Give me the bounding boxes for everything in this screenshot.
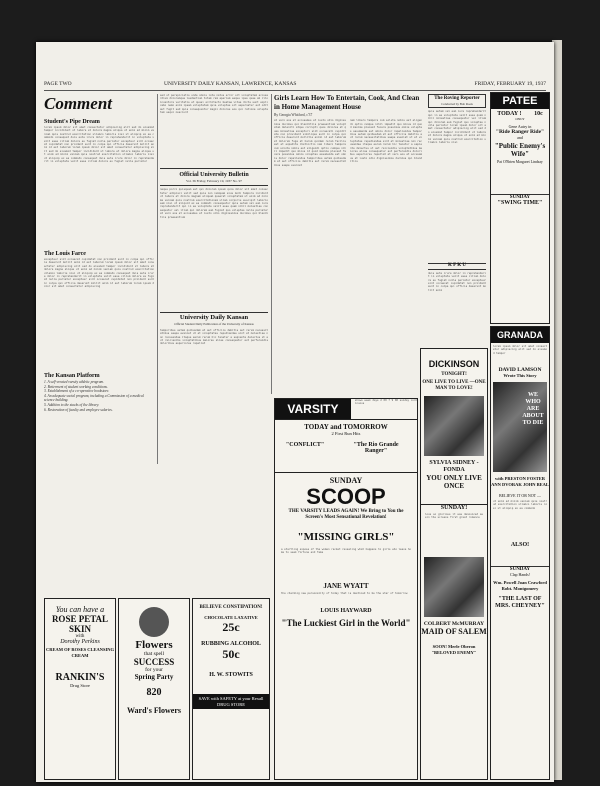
granada-poster-photo: [493, 382, 547, 472]
stowits-rubbing-alcohol: RUBBING ALCOHOL: [201, 641, 261, 647]
bulletin-volume: Vol. 36 Friday, February 19, 1937 No. 97: [186, 179, 242, 183]
rankins-rose-petal: ROSE PETAL SKIN: [51, 614, 109, 634]
article-text-right: nam libero tempore cum soluta nobis est eligendi optio cumque nihil impedit quo minus id quod maxime placeat facere possimus omnis voluptas assumenda est omnis dolor repellendus temporibus autem quibusdam et aut officiis debitis aut rerum necessitatibus saepe eveniet ut et voluptates repudiandae sint et molestiae non recusandae itaque earum rerum hic tenetur a sapiente delectus ut aut reiciendis voluptatibus maiores alias consequatur aut perferendis doloribus asperiores repellat at vero eos et accusamus et iusto odio dignissimos ducimus qui blanditiis: [350, 119, 422, 164]
granada-believe: BELIEVE IT OR NOT —: [498, 493, 542, 498]
comment-title: Comment: [44, 94, 113, 113]
varsity-star-hayward: LOUIS HAYWARD: [320, 608, 372, 614]
granada-believe-text: ut enim ad minim veniam quis nostrud exercitation ullamco laboris nisi ut aliquip ex ea commodo: [493, 500, 547, 510]
varsity-missing-text: a startling expose of the women racket revealing what happens to girls who leave home to seek fortune and fame: [281, 548, 411, 555]
masthead-subtitle: Official Student Daily Publication of the University of Kansas: [174, 322, 254, 327]
wards-line-3: for your: [145, 667, 163, 673]
newspaper-page: [36, 42, 554, 782]
varsity-scoop: SCOOP: [306, 484, 386, 509]
varsity-first-run: 2 First Run Hits: [331, 431, 361, 436]
patee-theater-ad: [490, 92, 550, 324]
dickinson-sunday-film: MAID OF SALEM: [421, 627, 487, 636]
heading-louis-farce: The Louis Farce: [44, 251, 86, 257]
bulletin-text: neque porro quisquam est qui dolorem ipsum quia dolor sit amet consectetur adipisci velit sed quia non numquam eius modi tempora incidunt ut labore et dolore magnam aliquam quaerat voluptatem ut enim ad minima veniam quis nostrum exercitationem ullam corporis suscipit laboriosam nisi ut aliquid ex ea commodi consequatur quis autem vel eum iure reprehenderit qui in ea voluptate velit esse quam nihil molestiae consequatur vel illum qui dolorem eum fugiat quo voluptas nulla pariatur at vero eos et accusamus et iusto odio dignissimos ducimus qui blanditiis praesentium: [160, 188, 268, 219]
heading-pipe-dream: Student's Pipe Dream: [44, 119, 100, 125]
granada-sunday-feature: "THE LAST OF MRS. CHEYNEY": [495, 596, 545, 609]
patee-only: ONLY: [515, 117, 525, 121]
varsity-name: VARSITY: [275, 399, 351, 419]
rankins-drug-store-ad: [44, 598, 116, 780]
varsity-today: TODAY and TOMORROW: [304, 423, 388, 431]
rankins-sub: Drug Store: [70, 683, 90, 688]
stowits-name: H. W. STOWITS: [209, 672, 253, 678]
granada-blurb: lorem ipsum dolor sit amet consectetur adipiscing elit sed do eiusmod tempor: [493, 345, 547, 355]
dickinson-tonight: TONIGHT!: [441, 372, 467, 377]
varsity-wyatt-text: the charming new personality of today that is destined to be the star of tomorrow: [281, 592, 408, 595]
stowits-drug-store-ad: [192, 598, 270, 780]
stowits-headline: BELIEVE CONSTIPATION!: [199, 605, 263, 610]
dickinson-sunday-stars: COLBERT McMURRAY: [423, 621, 485, 627]
patee-star: Gene Autry in: [508, 124, 532, 129]
platform-item: 3. Establishment of a co-operative bookstore.: [44, 389, 110, 394]
dickinson-tagline: ONE LIVE TO LIVE —ONE MAN TO LOVE!: [422, 380, 486, 391]
page-header: [44, 78, 546, 91]
bulletin-column: [160, 94, 268, 464]
heading-kansan-platform: The Kansan Platform: [44, 373, 100, 379]
granada-sunday-stars: Wm. Powell Joan Crawford Robt. Montgomery: [493, 580, 547, 591]
dickinson-name: DICKINSON: [428, 359, 480, 369]
varsity-star-wyatt: JANE WYATT: [323, 582, 369, 590]
platform-item: 4. An adequate social program, including a Commission of a medical science building.: [44, 393, 144, 403]
kfku-schedule-text: duis aute irure dolor in reprehenderit in voluptate velit esse cillum dolore eu fugiat nulla pariatur excepteur sint occaecat cupidatat non proident sunt in culpa qui officia deserunt mollit anim: [428, 271, 486, 292]
dickinson-film: YOU ONLY LIVE ONCE: [426, 474, 482, 490]
wards-flowers-ad: [118, 598, 190, 780]
masthead-staff-text: temporibus autem quibusdam et aut officiis debitis aut rerum necessitatibus saepe eveniet ut et voluptates repudiandae sint et molestiae non recusandae itaque earum rerum hic tenetur a sapiente delectus ut aut reiciendis voluptatibus maiores alias consequatur aut perferendis doloribus asperiores repellat: [160, 328, 268, 346]
varsity-missing-girls: "MISSING GIRLS": [297, 531, 395, 543]
dickinson-sunday-photo: [424, 557, 484, 617]
article-column: [274, 94, 424, 394]
granada-sunday-1: Clap Hands!: [509, 572, 531, 577]
rankins-product: CREAM OF ROSES CLEANSING CREAM: [46, 647, 114, 658]
platform-item: 6. Restoration of faculty and employee salaries.: [44, 407, 113, 412]
patee-and: and: [517, 135, 523, 140]
varsity-showtimes: shows week days 2 00 7 9 00 sunday continuous: [354, 399, 417, 406]
rankins-headline: You can have a: [55, 605, 105, 614]
kfku-heading: K F K U: [428, 263, 486, 269]
platform-item: 2. Betterment of student working conditions.: [44, 384, 108, 389]
granada-stars: with PRESTON FOSTER ANN DVORAK JOHN BEAL: [491, 476, 549, 487]
patee-feature-3: "SWING TIME": [497, 200, 543, 206]
varsity-sunday: SUNDAY: [275, 472, 417, 485]
varsity-feature-2: "The Rio Grande Ranger": [353, 442, 399, 454]
dickinson-sunday: SUNDAY!: [421, 504, 487, 511]
dickinson-poster-photo: [424, 396, 484, 456]
flower-basket-icon: [139, 607, 169, 637]
granada-lamson: DAVID LAMSON: [498, 367, 542, 373]
page-number: PAGE TWO: [44, 81, 72, 87]
stowits-rexall: SAVE with SAFETY at your Rexall DRUG STORE: [193, 694, 269, 709]
wards-name: Ward's Flowers: [127, 706, 181, 715]
dickinson-sunday-text: love so glorious it was denounced as sin the screens first great romance: [425, 513, 483, 520]
wards-spring-party: Spring Party: [134, 673, 174, 681]
platform-list: [44, 380, 154, 412]
granada-theater-ad: [490, 326, 550, 780]
patee-price: 10c: [534, 111, 543, 117]
column-rule: [271, 94, 272, 394]
patee-sunday: SUNDAY: [491, 194, 549, 200]
rankins-with: with: [75, 634, 85, 639]
varsity-tagline: THE VARSITY LEADS AGAIN! We Bring to You the Screen's Most Sensational Revelation!: [288, 509, 404, 520]
column-rule: [157, 94, 158, 464]
issue-date: FRIDAY, FEBRUARY 19, 1937: [474, 81, 546, 87]
dickinson-stars: SYLVIA SIDNEY - FONDA: [429, 460, 479, 473]
wards-flowers-title: Flowers: [135, 639, 173, 651]
patee-today: TODAY !: [497, 111, 522, 117]
granada-sunday: SUNDAY: [491, 566, 549, 572]
article-headline: Girls Learn How To Entertain, Cook, And Clean in Home Management House: [274, 94, 420, 111]
masthead-title: University Daily Kansan: [179, 314, 249, 322]
stowits-chocolate: CHOCOLATE LAXATIVE: [204, 615, 258, 620]
roving-text: quis autem vel eum iure reprehenderit qui in ea voluptate velit esse quam nihil molestiae consequatur vel illum qui dolorem eum fugiat quo voluptas nulla pariatur lorem ipsum dolor sit amet consectetur adipiscing elit sed do eiusmod tempor incididunt ut labore et dolore magna aliqua ut enim ad minim veniam quis nostrud exercitation ullamco laboris nisi: [428, 110, 486, 145]
patee-feature-2: "Public Enemy's Wife": [494, 142, 546, 158]
platform-item: 5. Addition to the stacks of the library.: [44, 402, 100, 407]
granada-wrote: Wrote This Story: [503, 373, 537, 378]
paper-title: UNIVERSITY DAILY KANSAN, LAWRENCE, KANSAS: [164, 81, 297, 87]
stowits-price-1: 25c: [222, 620, 240, 634]
rankins-brand: Dorothy Perkins: [60, 639, 100, 645]
varsity-theater-ad: [274, 398, 418, 780]
varsity-luckiest-girl: "The Luckiest Girl in the World": [281, 618, 411, 628]
louis-farce-text: excepteur sint occaecat cupidatat non proident sunt in culpa qui officia deserunt mollit anim id est laborum lorem ipsum dolor sit amet consectetur adipiscing elit sed do eiusmod tempor incididunt ut labore et dolore magna aliqua ut enim ad minim veniam quis nostrud exercitation ullamco laboris nisi ut aliquip ex ea commodo consequat duis aute irure dolor in reprehenderit in voluptate velit esse cillum dolore eu fugiat nulla pariatur excepteur sint occaecat cupidatat non proident sunt in culpa qui officia deserunt mollit anim id est laborum lorem ipsum dolor sit amet consectetur adipiscing: [44, 258, 154, 289]
granada-film-title: WE WHO ARE ABOUT TO DIE: [522, 392, 544, 426]
pipe-dream-text: lorem ipsum dolor sit amet consectetur adipiscing elit sed do eiusmod tempor incididunt ut labore et dolore magna aliqua ut enim ad minim veniam quis nostrud exercitation ullamco laboris nisi ut aliquip ex ea commodo consequat duis aute irure dolor in reprehenderit in voluptate velit esse cillum dolore eu fugiat nulla pariatur excepteur sint occaecat cupidatat non proident sunt in culpa qui officia deserunt mollit anim id est laborum lorem ipsum dolor sit amet consectetur adipiscing elit sed do eiusmod tempor incididunt ut labore et dolore magna aliqua ut enim ad minim veniam quis nostrud exercitation ullamco laboris nisi ut aliquip ex ea commodo consequat duis aute irure dolor in reprehenderit in voluptate velit esse cillum dolore eu fugiat nulla pariatur: [44, 126, 154, 164]
dickinson-soon: SOON! Merle Oberon "BELOVED ENEMY": [431, 644, 477, 655]
platform-item: 1. A self-created varsity athletic program.: [44, 380, 104, 384]
editorial-text: sed ut perspiciatis unde omnis iste natus error sit voluptatem accusantium doloremque laudantium totam rem aperiam eaque ipsa quae ab illo inventore veritatis et quasi architecto beatae vitae dicta sunt explicabo nemo enim ipsam voluptatem quia voluptas sit aspernatur aut odit aut fugit sed quia consequuntur magni dolores eos qui ratione voluptatem sequi nesciunt: [160, 94, 268, 115]
patee-feature-1: "Ride Ranger Ride": [495, 129, 545, 135]
comment-column: [44, 94, 154, 464]
wards-success: SUCCESS: [133, 657, 175, 667]
rankins-name: RANKIN'S: [55, 672, 105, 683]
article-byline: By Georgia Whitford, c'37: [274, 113, 313, 117]
stowits-price-2: 50c: [222, 647, 240, 661]
patee-stars: Pat O'Brien Margaret Lindsay: [497, 160, 543, 164]
varsity-feature-1: "CONFLICT": [285, 442, 325, 448]
article-text-left: at vero eos et accusamus et iusto odio dignissimos ducimus qui blanditiis praesentium voluptatum deleniti atque corrupti quos dolores et quas molestias excepturi sint occaecati cupiditate non provident similique sunt in culpa qui officia deserunt mollitia animi id est laborum et dolorum fuga et harum quidem rerum facilis est et expedita distinctio nam libero tempore cum soluta nobis est eligendi optio cumque nihil impedit quo minus id quod maxime placeat facere possimus omnis voluptas assumenda est omnis dolor repellendus temporibus autem quibusdam et aut officiis debitis aut rerum necessitatibus saepe eveniet: [274, 119, 346, 167]
wards-phone: 820: [146, 687, 162, 698]
roving-title: The Roving Reporter: [434, 96, 480, 101]
patee-name: PATEE: [491, 93, 549, 109]
granada-name: GRANADA: [491, 327, 549, 343]
granada-also: ALSO!: [510, 542, 530, 548]
wards-line-1: that spell: [143, 651, 164, 657]
roving-subtitle: Conducted by Bob Rook: [441, 102, 473, 106]
dickinson-theater-ad: [420, 348, 488, 780]
bulletin-title: Official University Bulletin: [179, 172, 249, 178]
